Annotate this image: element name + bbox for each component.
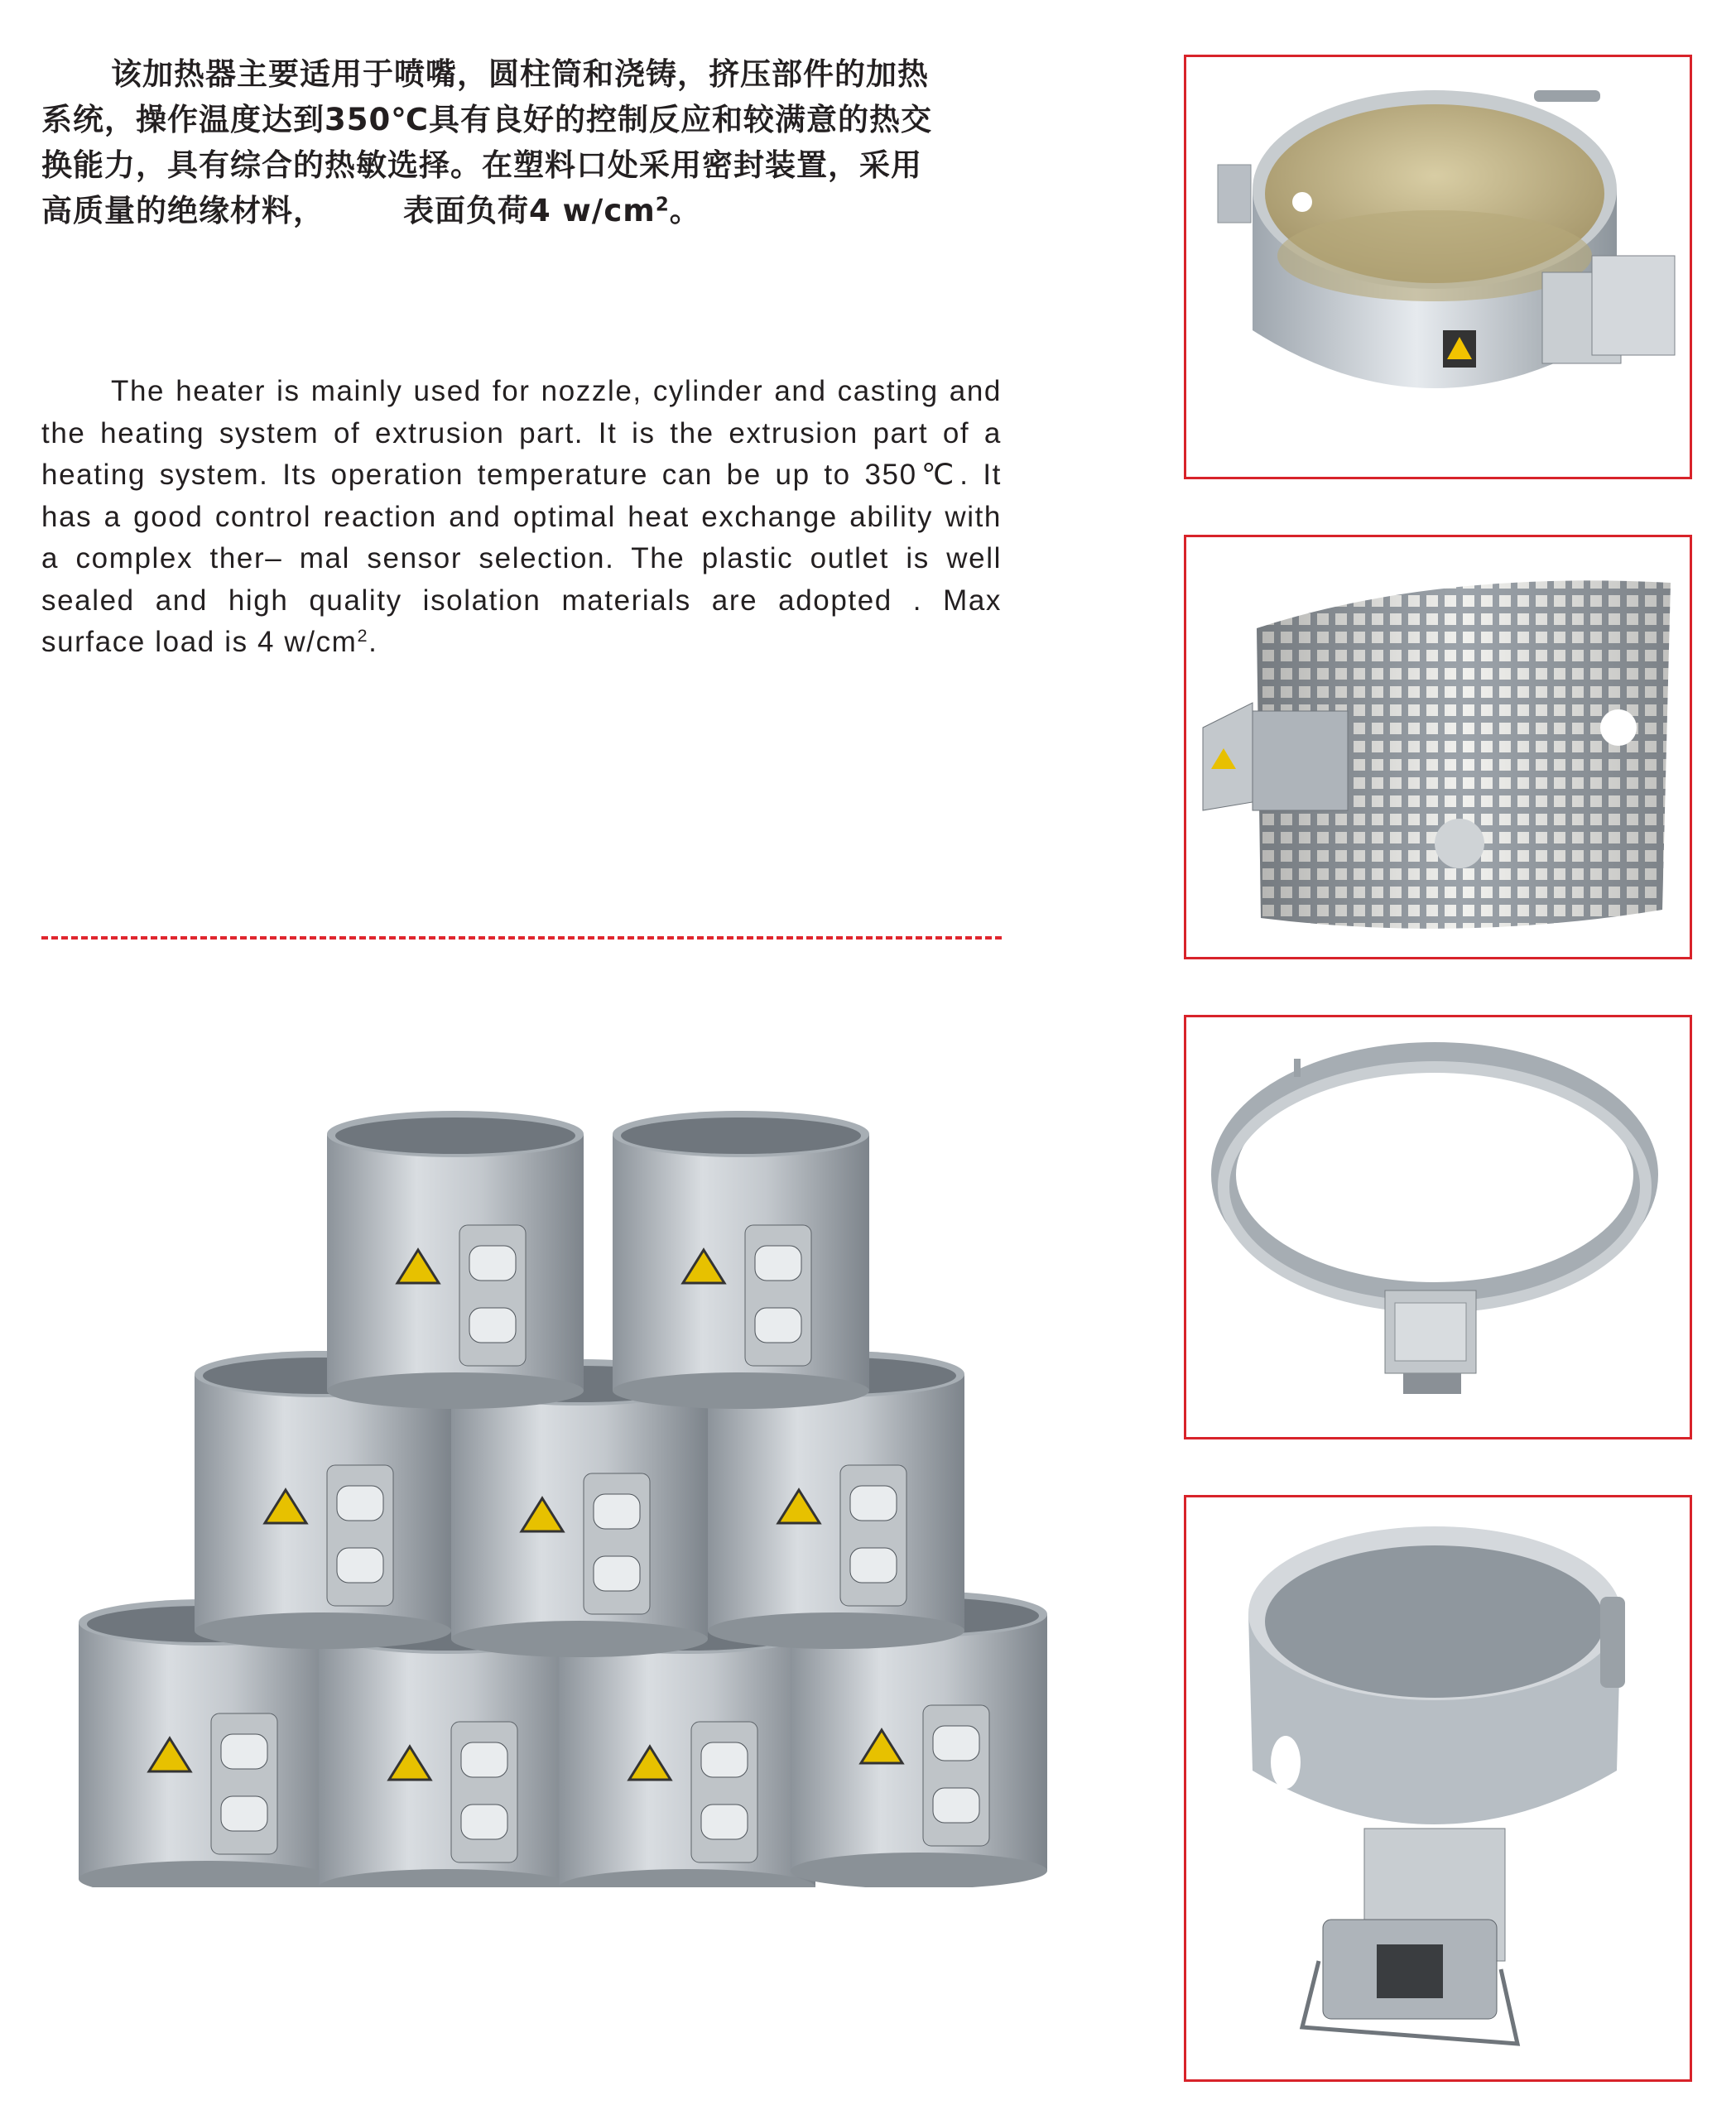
en-end-mark: . (368, 626, 378, 658)
dashed-divider (41, 936, 1002, 940)
ring-heater-illustration (1186, 1017, 1690, 1437)
chinese-description (41, 51, 1002, 233)
open-band-heater-ring-photo (1184, 1015, 1692, 1439)
stacked-heaters-illustration (79, 1109, 1056, 1887)
cn-line-3: 换能力，具有综合的热敏选择。在塑料口处采用密封装置，采用 (41, 147, 922, 183)
en-body: The heater is mainly used for nozzle, cylinder and casting and the heating system of extrusion part. It is the extrusion part of a heating system. Its operation temperature can be up to 350℃. It has a good control reaction and optimal heat exchange ability with a complex ther– mal sensor selection. The plastic outlet is well sealed and high quality isolation materials are adopted . Max surface load is 4 w/cm (41, 375, 1002, 658)
cn-superscript: 2 (655, 194, 670, 216)
english-description (41, 371, 1002, 664)
band-heater-with-plug-terminal-photo (1184, 1495, 1692, 2082)
cn-line-4a: 高质量的绝缘材料， (41, 193, 325, 228)
plug-heater-illustration (1186, 1497, 1690, 2079)
stacked-band-heaters-photo (79, 1109, 1056, 1887)
cn-line-1: 该加热器主要适用于喷嘴，圆柱筒和浇铸，挤压部件的加热 (111, 56, 929, 92)
en-paragraph (41, 371, 1002, 664)
en-superscript: 2 (357, 625, 369, 646)
cn-end-mark: 。 (669, 193, 701, 228)
band-heater-with-box-terminal-photo (1184, 55, 1692, 479)
cn-line-4 (41, 188, 1002, 233)
cn-line-2: 系统，操作温度达到350℃具有良好的控制反应和较满意的热交 (41, 102, 933, 137)
cn-line-4b: 表面负荷4 w/cm (403, 193, 656, 228)
band-heater-box-illustration (1186, 57, 1690, 477)
perforated-band-heater-photo (1184, 535, 1692, 959)
perforated-heater-illustration (1186, 537, 1690, 957)
